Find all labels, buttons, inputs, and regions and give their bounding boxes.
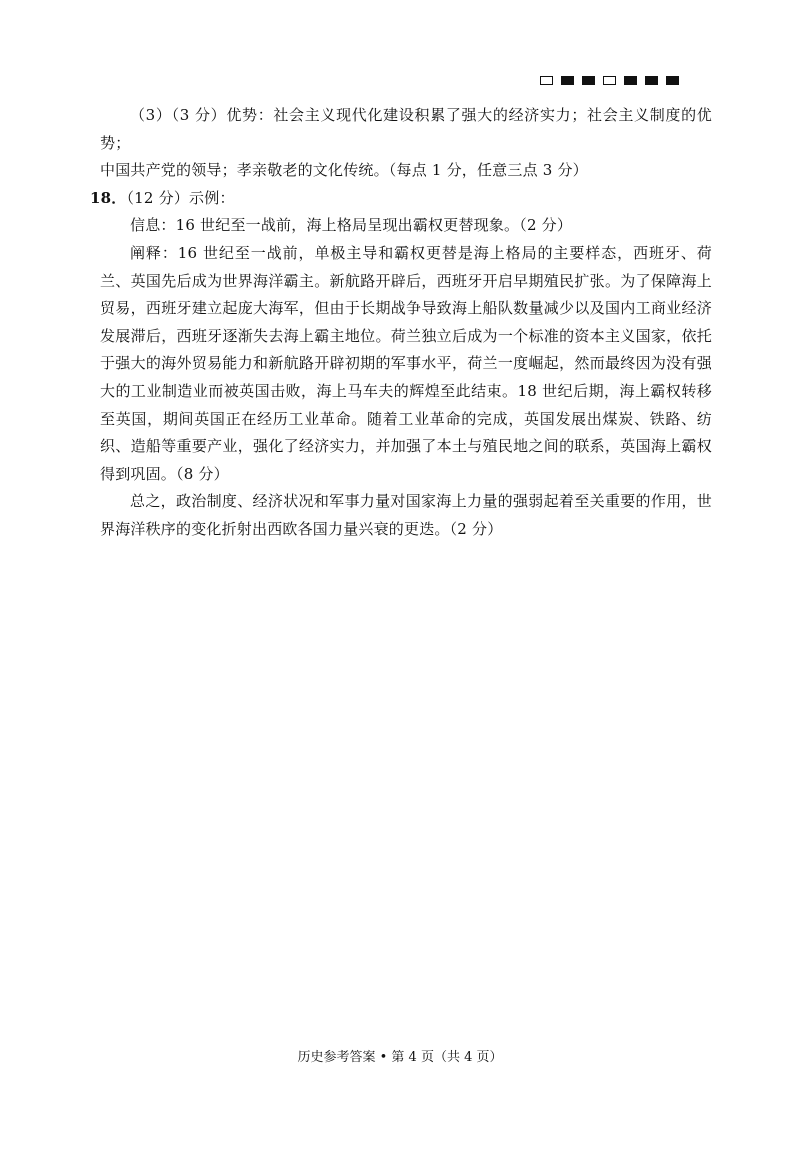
- question-18-number: 18．: [90, 188, 127, 207]
- question-18-score: （12 分）示例：: [126, 188, 235, 207]
- header-mark-filled-1: [561, 76, 574, 85]
- header-mark-filled-4: [645, 76, 658, 85]
- question-18-explanation: 阐释：16 世纪至一战前，单极主导和霸权更替是海上格局的主要样态，西班牙、荷兰、英国先后成为世界海洋霸主。新航路开辟后，西班牙开启早期殖民扩张。为了保障海上贸易，西班牙建立起庞大海军，但由于长期战争导致海上船队数量减少以及国内工商业经济发展滞后，西班牙逐渐失去海上霸主地位。荷兰独立后成为一个标准的资本主义国家，依托于强大的海外贸易能力和新航路开辟初期的军事水平，荷兰一度崛起，然而最终因为没有强大的工业制造业而被英国击败，海上马车夫的辉煌至此结束。18 世纪后期，海上霸权转移至英国，期间英国正在经历工业革命。随着工业革命的完成，英国发展出煤炭、铁路、纺织、造船等重要产业，强化了经济实力，并加强了本土与殖民地之间的联系，英国海上霸权得到巩固。（8 分）: [100, 243, 712, 483]
- item3-line1: （3）（3 分）优势：社会主义现代化建设积累了强大的经济实力；社会主义制度的优势；: [100, 106, 712, 152]
- question-18-summary: 总之，政治制度、经济状况和军事力量对国家海上力量的强弱起着至关重要的作用，世界海洋秩序的变化折射出西欧各国力量兴衰的更迭。（2 分）: [100, 492, 712, 538]
- item3-line2: 中国共产党的领导；孝亲敬老的文化传统。（每点 1 分，任意三点 3 分）: [100, 161, 588, 180]
- header-mark-hollow-1: [540, 76, 553, 85]
- page-header-marks: [540, 76, 679, 85]
- question-18-heading: [90, 185, 712, 213]
- header-mark-filled-2: [582, 76, 595, 85]
- header-mark-filled-3: [624, 76, 637, 85]
- page-footer: 历史参考答案 • 第 4 页（共 4 页）: [297, 1050, 503, 1065]
- question-18-info: 信息：16 世纪至一战前，海上格局呈现出霸权更替现象。（2 分）: [130, 216, 573, 235]
- answer-content: [90, 102, 712, 544]
- header-mark-hollow-2: [603, 76, 616, 85]
- header-mark-filled-5: [666, 76, 679, 85]
